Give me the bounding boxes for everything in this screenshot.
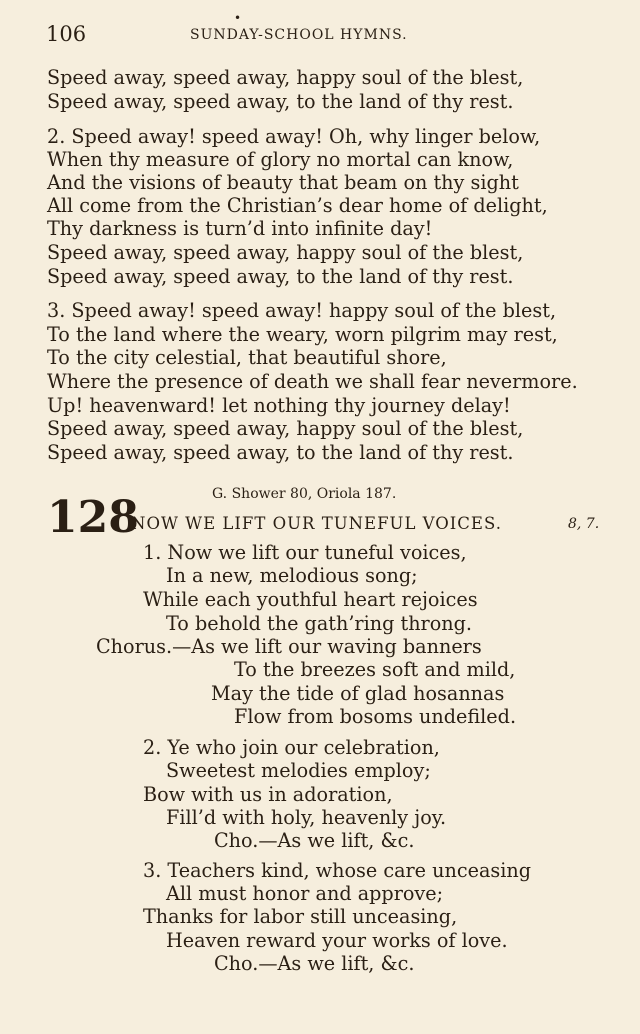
chorus-line: Flow from bosoms undefiled.: [234, 705, 517, 728]
verse-line: While each youthful heart rejoices: [143, 588, 478, 611]
verse-line: Speed away, speed away, to the land of thy rest.: [47, 90, 514, 113]
page-number: 106: [46, 22, 87, 46]
verse-line: To the land where the weary, worn pilgrim may rest,: [47, 323, 558, 346]
verse-line: Thanks for labor still unceasing,: [143, 905, 458, 928]
hymn-title: NOW WE LIFT OUR TUNEFUL VOICES.: [131, 514, 502, 533]
verse-line: 3. Speed away! speed away! happy soul of the blest,: [47, 299, 557, 322]
chorus-line: Chorus.—As we lift our waving banners: [96, 635, 482, 658]
chorus-line: To the breezes soft and mild,: [234, 658, 516, 681]
verse-line: Up! heavenward! let nothing thy journey delay!: [47, 394, 511, 417]
verse-line: 1. Now we lift our tuneful voices,: [143, 541, 467, 564]
verse-line: Heaven reward your works of love.: [166, 929, 508, 952]
running-title: SUNDAY-SCHOOL HYMNS.: [190, 27, 408, 43]
header-ornament: •: [234, 11, 242, 25]
verse-line: Fill’d with holy, heavenly joy.: [166, 806, 447, 829]
verse-line: Speed away, speed away, happy soul of the blest,: [47, 417, 524, 440]
hymn-number: 128: [47, 492, 139, 543]
hymn-meter: 8, 7.: [568, 516, 600, 532]
page-header: [46, 11, 606, 52]
verse-line: To behold the gath’ring throng.: [166, 612, 473, 635]
verse-line: And the visions of beauty that beam on thy sight: [47, 171, 519, 194]
hymn-tune-source: G. Shower 80, Oriola 187.: [212, 486, 397, 502]
verse-line: Where the presence of death we shall fear nevermore.: [47, 370, 578, 393]
chorus-line: May the tide of glad hosannas: [211, 682, 505, 705]
verse-line: Speed away, speed away, happy soul of the blest,: [47, 66, 524, 89]
verse-line: Speed away, speed away, happy soul of the blest,: [47, 241, 524, 264]
verse-line: 2. Ye who join our celebration,: [143, 736, 440, 759]
verse-line: Speed away, speed away, to the land of thy rest.: [47, 441, 514, 464]
verse-line: When thy measure of glory no mortal can know,: [47, 148, 514, 171]
verse-line: Sweetest melodies employ;: [166, 759, 431, 782]
verse-line: In a new, melodious song;: [166, 564, 418, 587]
chorus-reference: Cho.—As we lift, &c.: [214, 829, 415, 852]
verse-line: Bow with us in adoration,: [143, 783, 393, 806]
verse-line: Thy darkness is turn’d into infinite day!: [47, 217, 433, 240]
chorus-reference: Cho.—As we lift, &c.: [214, 952, 415, 975]
verse-line: All come from the Christian’s dear home of delight,: [47, 194, 548, 217]
verse-line: All must honor and approve;: [166, 882, 444, 905]
verse-line: Speed away, speed away, to the land of thy rest.: [47, 265, 514, 288]
verse-line: 2. Speed away! speed away! Oh, why linger below,: [47, 125, 541, 148]
verse-line: 3. Teachers kind, whose care unceasing: [143, 859, 532, 882]
verse-line: To the city celestial, that beautiful shore,: [47, 346, 447, 369]
